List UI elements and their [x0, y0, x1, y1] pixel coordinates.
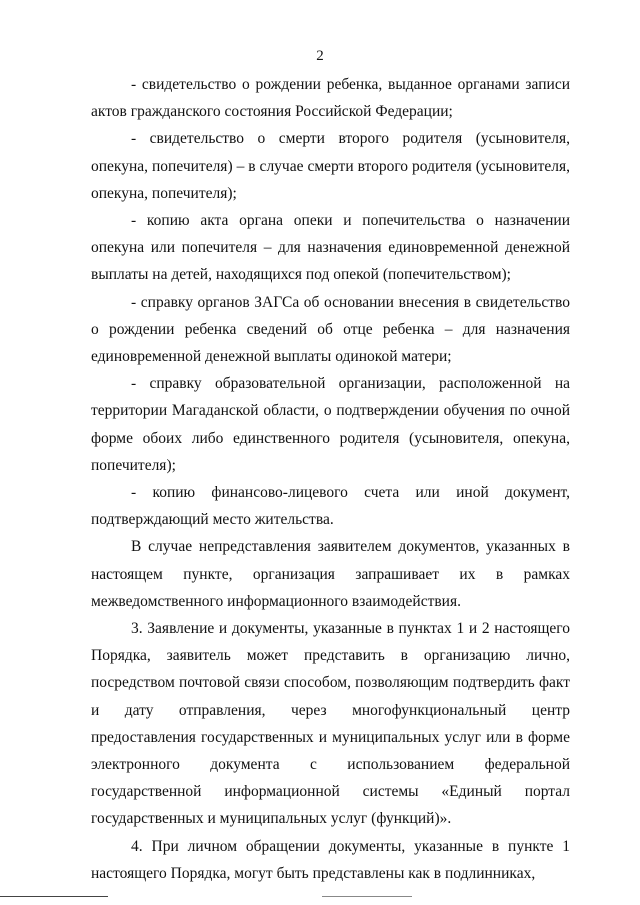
paragraph-guardianship-act: - копию акта органа опеки и попечительства о назначении опекуна или попечителя – для назначения единовременной денежной выплаты на детей, находящихся под опекой (попечительством); [91, 212, 570, 284]
paragraph-interagency-request: В случае непредставления заявителем документов, указанных в настоящем пункте, организация запрашивает их в рамках межведомственного информационного взаимодействия. [91, 538, 570, 610]
footer-rule-mid [322, 896, 412, 897]
paragraph-zags-certificate: - справку органов ЗАГСа об основании внесения в свидетельство о рождении ребенка сведений об отце ребенка – для назначения единовременной денежной выплаты одинокой матери; [91, 293, 570, 366]
footer-rule-left [0, 896, 108, 897]
paragraph-death-certificate: - свидетельство о смерти второго родителя (усыновителя, опекуна, попечителя) – в случае смерти второго родителя (усыновителя, опекуна, попечителя); [91, 130, 570, 202]
paragraph-account-copy: - копию финансово-лицевого счета или иной документ, подтверждающий место жительства. [91, 484, 570, 529]
page-number: 2 [316, 48, 324, 64]
paragraph-birth-certificate: - свидетельство о рождении ребенка, выданное органами записи актов гражданского состояния Российской Федерации; [91, 76, 570, 121]
paragraph-item-3: 3. Заявление и документы, указанные в пунктах 1 и 2 настоящего Порядка, заявитель может представить в организацию лично, посредством почтовой связи способом, позволяющим подтвердить факт и дату отправления, через многофункциональный центр предоставления государственных и муниципальных услуг или в форме электронного документа с использованием федеральной государственной информационной системы «Единый портал государственных и муниципальных услуг (функций)». [91, 620, 570, 828]
document-body [91, 71, 570, 887]
paragraph-education-certificate: - справку образовательной организации, расположенной на территории Магаданской области, о подтверждении обучения по очной форме обоих либо единственного родителя (усыновителя, опекуна, попечителя); [91, 375, 570, 474]
paragraph-item-4: 4. При личном обращении документы, указанные в пункте 1 настоящего Порядка, могут быть представлены как в подлинниках, [91, 837, 570, 882]
